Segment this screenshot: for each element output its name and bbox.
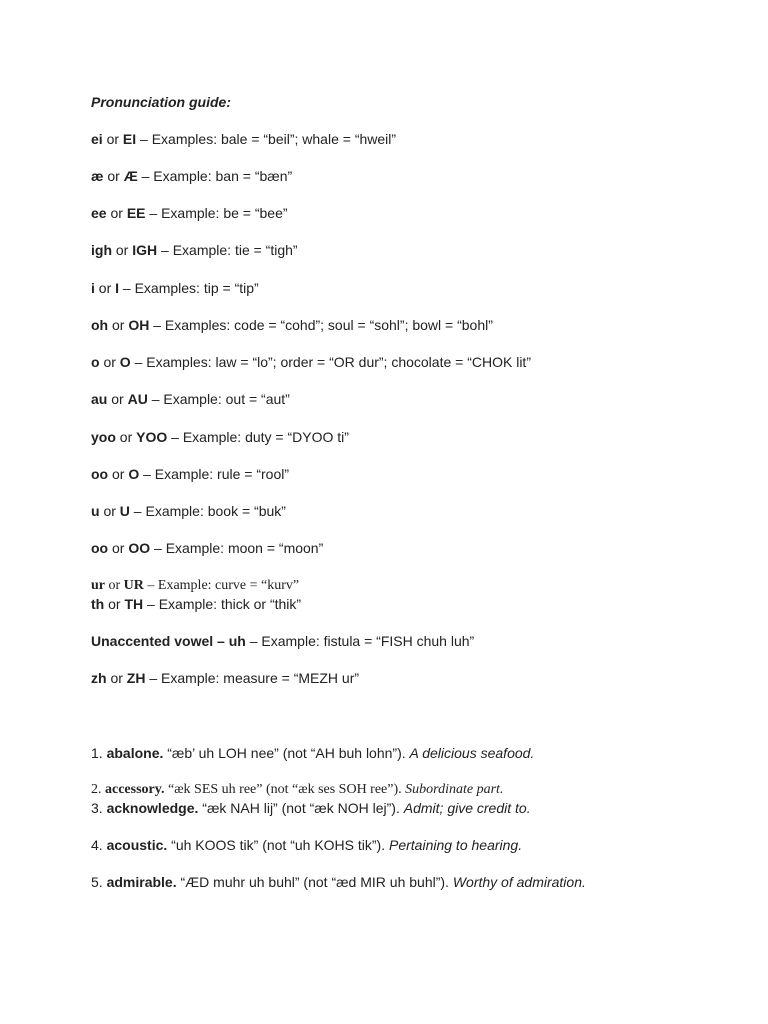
word-definition: Admit; give credit to. (403, 800, 531, 816)
word-term: acoustic. (106, 837, 168, 853)
guide-entry (91, 241, 298, 259)
entry-lower: i (91, 280, 95, 296)
entry-or: or (119, 429, 133, 445)
entry-upper: U (119, 503, 130, 519)
unaccented-example: – Example: fistula = “FISH chuh luh” (245, 633, 475, 649)
guide-entry (91, 353, 531, 371)
word-pronunciation: “ÆD muhr uh buhl” (not “æd MIR uh buhl”). (176, 874, 453, 890)
entry-upper: AU (127, 391, 148, 407)
entry-example: – Example: ban = “bæn” (137, 168, 293, 184)
entry-upper: ZH (126, 670, 146, 686)
guide-unaccented (91, 632, 474, 650)
guide-entry (91, 204, 288, 222)
entry-example: – Examples: law = “lo”; order = “OR dur”; chocolate = “CHOK lit” (130, 354, 531, 370)
entry-or: or (115, 242, 129, 258)
word-pronunciation: “æb’ uh LOH nee” (not “AH buh lohn”). (163, 745, 410, 761)
entry-lower: oo (91, 540, 109, 556)
entry-or: or (106, 131, 120, 147)
guide-entry (91, 595, 301, 613)
guide-entry (91, 502, 286, 520)
entry-or: or (112, 540, 125, 556)
entry-upper: O (119, 354, 131, 370)
entry-example: – Example: duty = “DYOO ti” (167, 429, 349, 445)
entry-or: or (107, 168, 120, 184)
entry-or: or (112, 317, 125, 333)
word-number: 4. (91, 837, 103, 853)
entry-lower: igh (91, 242, 112, 258)
word-number: 3. (91, 800, 103, 816)
guide-entry (91, 390, 290, 408)
entry-lower: oh (91, 317, 109, 333)
entry-example: – Example: measure = “MEZH ur” (145, 670, 360, 686)
guide-entry (91, 577, 299, 595)
word-item (91, 836, 522, 854)
entry-example: – Example: book = “buk” (129, 503, 286, 519)
word-number: 2. (91, 782, 102, 797)
entry-upper: TH (124, 596, 144, 612)
word-item (91, 799, 531, 817)
guide-title-text: Pronunciation guide: (91, 94, 231, 110)
entry-upper: YOO (136, 429, 168, 445)
word-number: 5. (91, 874, 103, 890)
guide-entry (91, 130, 396, 148)
entry-example: – Example: be = “bee” (145, 205, 288, 221)
entry-or: or (111, 391, 124, 407)
guide-entry (91, 539, 323, 557)
entry-or: or (103, 503, 116, 519)
entry-or: or (98, 280, 112, 296)
entry-lower: au (91, 391, 108, 407)
entry-upper: I (115, 280, 120, 296)
entry-example: – Examples: code = “cohd”; soul = “sohl”; bowl = “bohl” (149, 317, 493, 333)
entry-upper: EE (126, 205, 146, 221)
word-item (91, 873, 586, 891)
word-definition: Worthy of admiration. (452, 874, 586, 890)
word-pronunciation: “æk SES uh ree” (not “æk ses SOH ree”). (164, 782, 406, 797)
entry-upper: EI (122, 131, 137, 147)
guide-entry (91, 465, 289, 483)
word-item (91, 781, 503, 799)
entry-or: or (110, 670, 123, 686)
entry-lower: o (91, 354, 100, 370)
entry-or: or (108, 578, 121, 593)
entry-upper: Æ (123, 168, 138, 184)
guide-entry (91, 279, 259, 297)
entry-lower: th (91, 596, 105, 612)
word-term: admirable. (106, 874, 177, 890)
word-term: acknowledge. (106, 800, 199, 816)
word-item (91, 744, 534, 762)
word-pronunciation: “uh KOOS tik” (not “uh KOHS tik”). (167, 837, 389, 853)
entry-or: or (103, 354, 116, 370)
entry-example: – Examples: bale = “beil”; whale = “hweil” (136, 131, 397, 147)
guide-entry (91, 167, 292, 185)
entry-or: or (110, 205, 123, 221)
entry-lower: yoo (91, 429, 116, 445)
word-number: 1. (91, 745, 103, 761)
entry-lower: zh (91, 670, 107, 686)
entry-lower: æ (91, 168, 104, 184)
guide-entry (91, 428, 349, 446)
unaccented-label: Unaccented vowel – uh (91, 633, 246, 649)
guide-entry (91, 669, 359, 687)
entry-lower: ur (91, 578, 105, 593)
word-definition: Subordinate part. (405, 782, 504, 797)
word-term: accessory. (105, 782, 165, 797)
entry-upper: IGH (132, 242, 158, 258)
word-definition: Pertaining to hearing. (389, 837, 523, 853)
entry-lower: u (91, 503, 100, 519)
entry-upper: O (128, 466, 140, 482)
entry-lower: oo (91, 466, 109, 482)
guide-title (91, 93, 231, 111)
entry-example: – Example: curve = “kurv” (143, 578, 300, 593)
entry-example: – Example: thick or “thik” (143, 596, 302, 612)
entry-example: – Example: moon = “moon” (150, 540, 324, 556)
entry-example: – Example: out = “aut” (147, 391, 290, 407)
entry-lower: ei (91, 131, 103, 147)
entry-upper: UR (123, 578, 144, 593)
word-definition: A delicious seafood. (409, 745, 535, 761)
entry-or: or (112, 466, 125, 482)
word-pronunciation: “æk NAH lij” (not “æk NOH lej”). (198, 800, 404, 816)
entry-example: – Example: rule = “rool” (139, 466, 290, 482)
word-term: abalone. (106, 745, 164, 761)
entry-upper: OO (128, 540, 151, 556)
entry-example: – Example: tie = “tigh” (157, 242, 298, 258)
entry-upper: OH (128, 317, 150, 333)
guide-entry (91, 316, 493, 334)
entry-example: – Examples: tip = “tip” (119, 280, 259, 296)
entry-or: or (108, 596, 121, 612)
entry-lower: ee (91, 205, 107, 221)
